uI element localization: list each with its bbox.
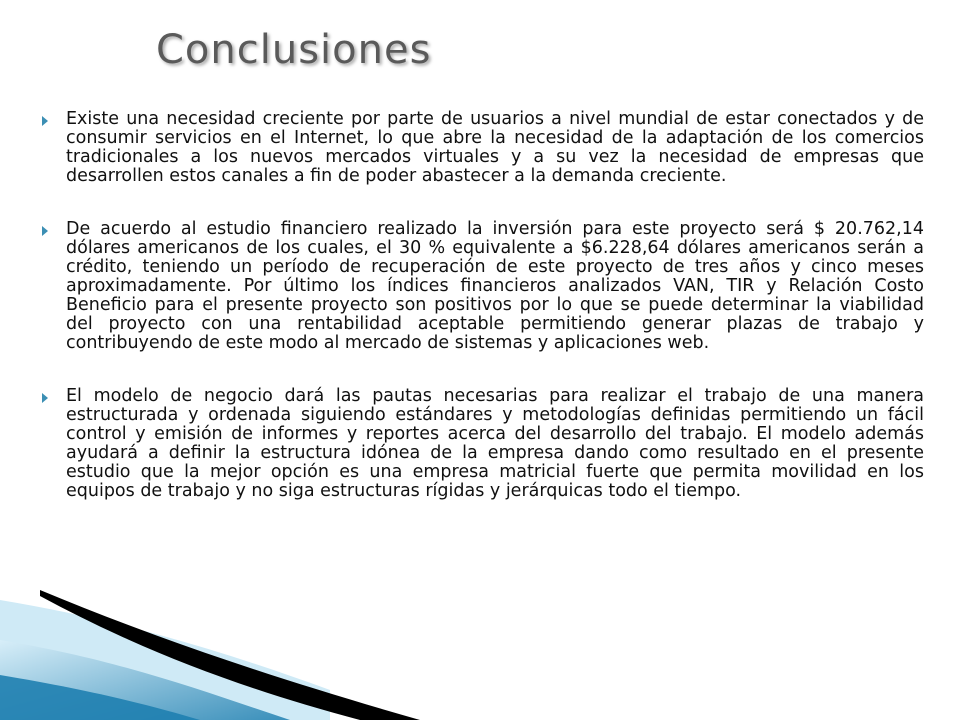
triangle-right-icon — [42, 393, 48, 403]
wave-light — [0, 600, 330, 720]
bullet-text: De acuerdo al estudio financiero realizado la inversión para este proyecto será $ 20.762,14 dólares americanos de los cuales, el 30 % equivalente a $6.228,64 dólares americanos serán a crédito, teniendo un período de recuperación de este proyecto de tres años y cinco meses aproximadamente. Por último los índices financieros analizados VAN, TIR y Relación Costo Beneficio para el presente proyecto son positivos por lo que se puede determinar la viabilidad del proyecto con una rentabilidad aceptable permitiendo generar plazas de trabajo y contribuyendo de este modo al mercado de sistemas y aplicaciones web. — [66, 219, 924, 353]
bullet-item — [42, 110, 924, 186]
black-swoosh — [40, 590, 420, 720]
wave-mid — [0, 640, 290, 720]
bullet-text: Existe una necesidad creciente por parte de usuarios a nivel mundial de estar conectados y de consumir servicios en el Internet, lo que abre la necesidad de la adaptación de los comercios tradicionales a los nuevos mercados virtuales y a su vez la necesidad de empresas que desarrollen estos canales a fin de poder abastecer a la demanda creciente. — [66, 109, 924, 186]
bullet-item — [42, 387, 924, 501]
triangle-right-icon — [42, 116, 48, 126]
wave-dark — [0, 675, 200, 720]
bullet-list — [42, 110, 924, 501]
bullet-item — [42, 220, 924, 353]
triangle-right-icon — [42, 226, 48, 236]
slide-title: Conclusiones — [156, 27, 432, 73]
bullet-text: El modelo de negocio dará las pautas necesarias para realizar el trabajo de una manera estructurada y ordenada siguiendo estándares y metodologías definidas permitiendo un fácil control y emisión de informes y reportes acerca del desarrollo del trabajo. El modelo además ayudará a definir la estructura idónea de la empresa dando como resultado en el presente estudio que la mejor opción es una empresa matricial fuerte que permita movilidad en los equipos de trabajo y no siga estructuras rígidas y jerárquicas todo el tiempo. — [66, 386, 924, 501]
